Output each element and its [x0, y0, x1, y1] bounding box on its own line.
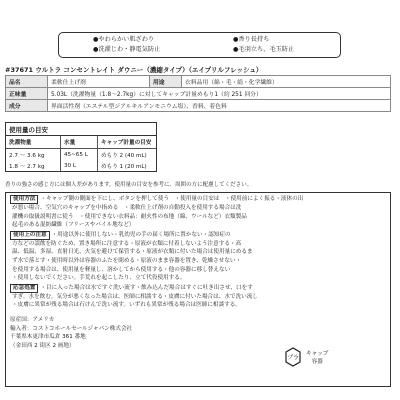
importer-address: 千葉県木更津市瓜倉 361 番地 [10, 334, 86, 341]
caution-line: 方などの誤飲を防ぐため、置き場所に注意する・原液が衣類に付着しないよう注意する・高 [12, 240, 242, 247]
recycle-mark-text: プラ [286, 354, 300, 362]
recycle-label-cap: キャップ [306, 351, 329, 357]
spec-value-usage: 衣料品用（綿・毛・絹・化学繊維） [182, 76, 391, 88]
usage-title: 使用量の目安 [6, 123, 156, 136]
recycle-label-container: 容器 [311, 359, 323, 365]
usage-box [5, 122, 157, 172]
caution-line: 温、低温、多湿、直射日光、火気を避けて保管する・原液が衣類に付いた場合は使用量にめるま [12, 249, 253, 256]
usage-cell: めもり 2 (40 mL) [101, 152, 147, 159]
emergency-line: ・皮膚に異常が残る場合は石けんで洗い流す。いずれも異常が残る場合は医師に相談する。 [12, 302, 241, 309]
usage-table [6, 136, 156, 171]
usage-header-load: 洗濯物量 [6, 136, 61, 149]
usage-cell: 45~65 L [61, 149, 98, 161]
spec-key-ingredients: 成分 [6, 100, 48, 112]
usage-method-line: が悪い場合、空気穴のキャップを中指める ・柔軟仕上げ剤の自動投入を使用する場合は洗 [12, 205, 242, 211]
usage-cell: 1.8 ～ 2.7 kg [6, 160, 61, 171]
feature-long-scent: ●香り長持ち [233, 36, 270, 43]
recycle-label [306, 350, 328, 366]
caution-line: を使用する場合は、使用量を軽量し、溶かしてから使用する・他の容器に移し替えない [12, 266, 231, 273]
caution-section [10, 231, 386, 283]
usage-header-cap: キャップ計量の目安 [98, 136, 157, 149]
spec-row-ingredients [6, 100, 391, 112]
usage-header-water: 水量 [61, 136, 98, 149]
features-box [58, 32, 341, 58]
plastic-recycle-icon [282, 346, 304, 368]
feature-soft-touch: ●やわらかい肌ざわり [93, 36, 155, 43]
spec-key-volume: 正味量 [6, 88, 48, 100]
usage-method-section [10, 195, 386, 230]
spec-value-name: 柔軟仕上げ剤 [48, 76, 150, 88]
usage-row [6, 160, 156, 171]
caution-line: ず水で落とす・使用時以外は容器のふたを閉める・原液のまま容器を置き、乾燥させない・ [12, 257, 242, 264]
warnings-box [5, 192, 391, 387]
feature-anti-pilling: ●毛羽立ち、毛玉防止 [233, 46, 295, 53]
emergency-line: ・目に入った場合は水ですぐ洗い流す・飲み込んだ場合はすぐに吐き出させ、口をす [40, 284, 253, 291]
usage-method-line: 濯機の取扱説明書に従う ・使用できない衣料品：耐火性の布地（綿、ウールなど）衣類製品 [12, 213, 253, 220]
usage-cell: 30 L [61, 160, 98, 171]
usage-method-line: ・キャップ側の側面を下にし、ボタンを押して使う ・使用量の目安は ・使用前によく振る・液体の出 [40, 196, 304, 202]
spec-row-volume [6, 88, 391, 100]
usage-method-label: 使用方法 [10, 195, 38, 204]
usage-cell: 2.7 ～ 3.6 kg [6, 149, 61, 161]
usage-cell: めもり 1 (20 mL) [101, 163, 147, 170]
importer-address-detail: （金田西 2 街区 2 画地） [10, 342, 75, 349]
emergency-line: すぎ、水を飲む。気分が悪くなった場合は、医師に相談する・皮膚に付いた場合は、水で洗い流し [12, 293, 258, 300]
spec-key-usage: 用途 [150, 76, 182, 88]
caution-line: ・使用しないでください。手荒れを起こしたり、立て代役使用する。 [12, 275, 186, 282]
emergency-label: 応急処置 [10, 284, 38, 293]
origin-country: 原産国：アメリカ [10, 316, 55, 323]
caution-line: ・用途以外に使用しない・乳幼児の手の届く場所に置かない・認知症の [51, 231, 231, 238]
usage-method-line: 起毛のある混紡繊維（フリースやパイル地など） [12, 222, 135, 229]
usage-row [6, 149, 156, 161]
spec-value-ingredients: 界面活性剤（エステル型ジアルキルアンモニウム塩）、香料、着色料 [48, 100, 391, 112]
usage-header-row [6, 136, 156, 149]
importer-name: 輸入者：コストコホールセールジャパン株式会社 [10, 325, 133, 332]
features-row-2 [65, 45, 334, 55]
features-row-1 [65, 35, 334, 45]
product-title: #37671 ウルトラ コンセントレイト ダウニー（濃縮タイプ）（エイプリルフレッシュ） [5, 66, 263, 74]
caution-label: 使用上の注意 [10, 231, 50, 240]
spec-key-name: 品名 [6, 76, 48, 88]
spec-table [5, 75, 391, 112]
spec-row-name [6, 76, 391, 88]
emergency-section [10, 284, 386, 310]
feature-anti-wrinkle: ●洗濯じわ・静電気防止 [93, 46, 161, 53]
spec-value-volume: 5.03L（洗濯物量（1.8～2.7kg）に対してキャップ計量めもり1（約 251 回分） [48, 88, 391, 100]
scent-note: 香りの強さの感じ方には個人差があります。使用量の目安を参考に、周囲の方に配慮してください。 [5, 182, 253, 188]
importer-info [10, 316, 386, 350]
